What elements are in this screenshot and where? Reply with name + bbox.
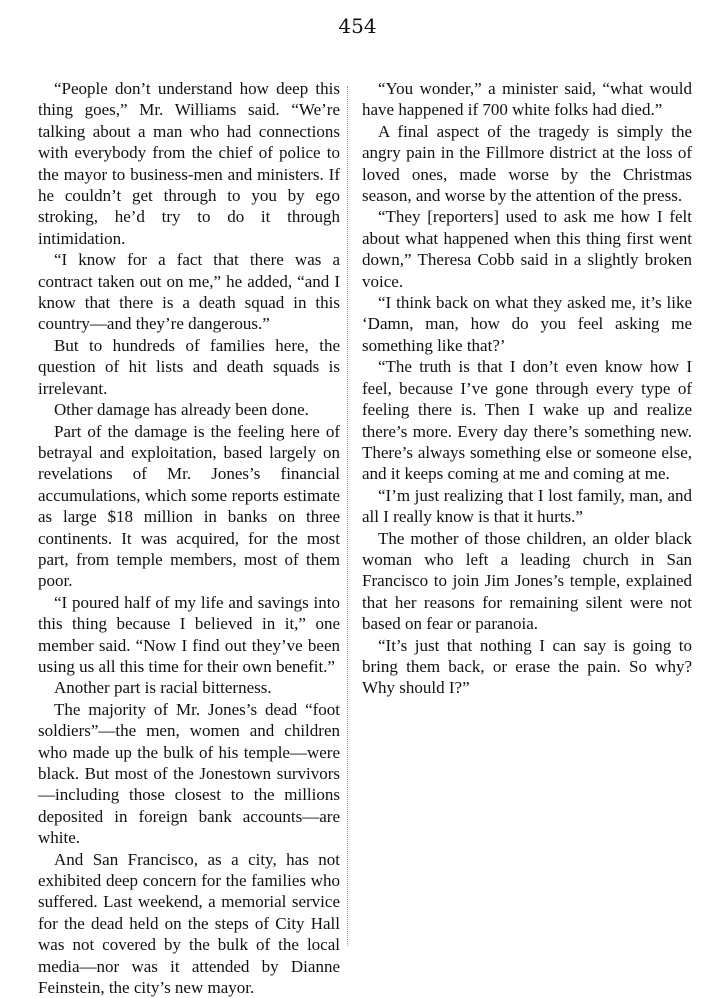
paragraph: And San Francisco, as a city, has not exhibited deep concern for the families who suffered. Last weekend, a memorial service for the dead held on the steps of City Hall was not covered by the bulk of the local media—nor was it attended by Dianne Feinstein, the city’s new mayor.	[38, 849, 340, 998]
paragraph: “You wonder,” a minister said, “what would have happened if 700 white folks had died.”	[362, 79, 692, 120]
paragraph: Other damage has already been done.	[54, 400, 309, 420]
paragraph: The mother of those children, an older black woman who left a leading church in San Francisco to join Jim Jones’s temple, explained that her reasons for remaining silent were not based on fear or paranoia.	[362, 528, 692, 634]
right-column	[362, 78, 692, 699]
paragraph: The majority of Mr. Jones’s dead “foot soldiers”—the men, women and children who made up the bulk of his temple—were black. But most of the Jonestown survivors—including those closest to the millions deposited in foreign bank accounts—are white.	[38, 699, 340, 848]
paragraph: “I’m just realizing that I lost family, man, and all I really know is that it hurts.”	[362, 485, 692, 527]
paragraph: Another part is racial bitterness.	[54, 678, 272, 698]
paragraph: “The truth is that I don’t even know how I feel, because I’ve gone through every type of feeling there is. Then I wake up and realize there’s more. Every day there’s something new. There’s always something else or someone else, and it keeps coming at me and coming at me.	[362, 357, 692, 484]
paragraph: Part of the damage is the feeling here of betrayal and exploitation, based largely on revelations of Mr. Jones’s financial accumulations, which some reports estimate as large $18 million in banks on three continents. It was acquired, for the most part, from temple members, most of them poor.	[38, 421, 340, 591]
column-divider	[347, 86, 348, 946]
paragraph: But to hundreds of families here, the question of hit lists and death squads is irrelevant.	[38, 335, 340, 398]
paragraph: “They [reporters] used to ask me how I felt about what happened when this thing first went down,” Theresa Cobb said in a slightly broken voice.	[362, 207, 692, 291]
left-column	[38, 78, 340, 998]
paragraph: “It’s just that nothing I can say is going to bring them back, or erase the pain. So why? Why should I?”	[362, 635, 692, 698]
page-number: 454	[338, 14, 377, 38]
paragraph: “I poured half of my life and savings into this thing because I believed in it,” one member said. “Now I find out they’ve been using us all this time for their own benefit.”	[38, 592, 340, 676]
paragraph: A final aspect of the tragedy is simply the angry pain in the Fillmore district at the loss of loved ones, made worse by the Christmas season, and worse by the attention of the press.	[362, 121, 692, 206]
paragraph: “I think back on what they asked me, it’s like ‘Damn, man, how do you feel asking me something like that?’	[362, 293, 692, 355]
paragraph: “People don’t understand how deep this thing goes,” Mr. Williams said. “We’re talking about a man who had connections with everybody from the chief of police to the mayor to business-men and ministers. If he couldn’t get through to you by ego stroking, he’d try to do it through intimidation.	[38, 79, 340, 248]
paragraph: “I know for a fact that there was a contract taken out on me,” he added, “and I know that there is a death squad in this country—and they’re dangerous.”	[38, 250, 340, 334]
